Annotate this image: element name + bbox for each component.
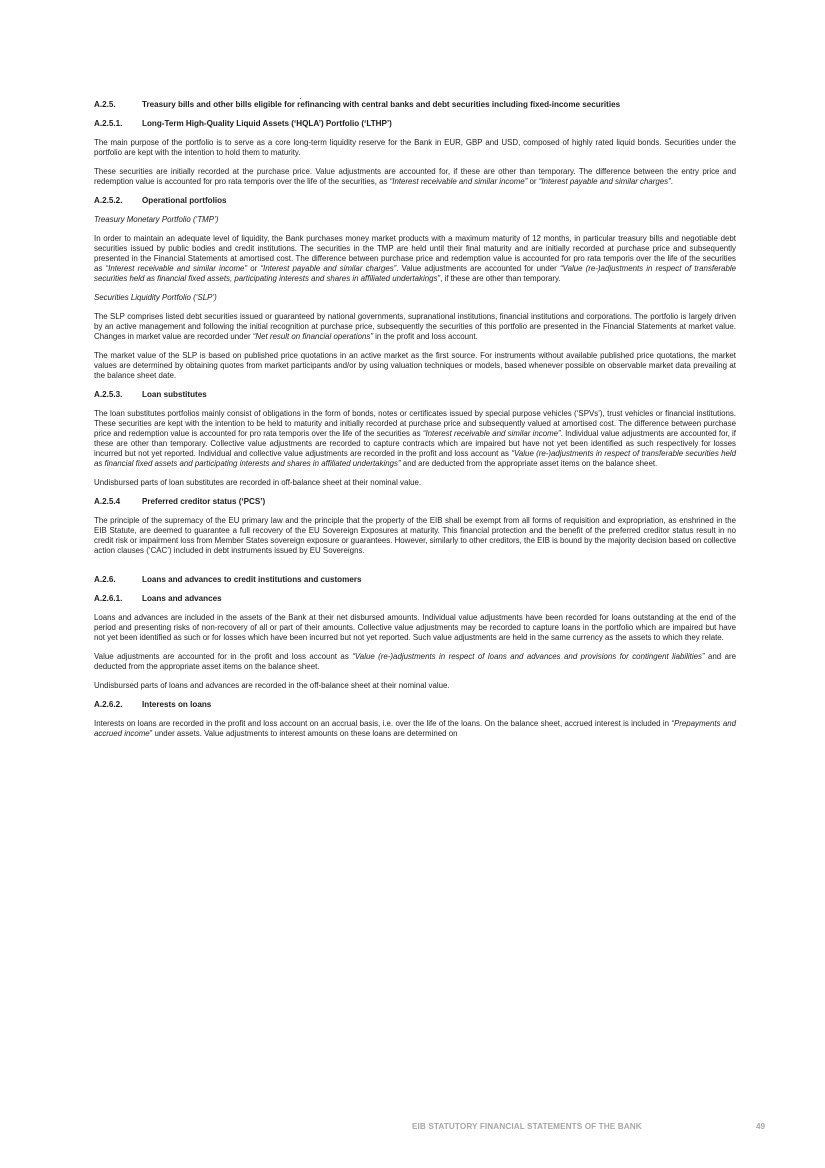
paragraph: The SLP comprises listed debt securities issued or guaranteed by national governments, supranational institutions, financial institutions and corporations. The portfolio is largely driven by an active management and following the initial recognition at purchase price, subsequently the securities of this portfolio are presented in the Financial Statements at market value. Changes in market value are recorded under “Net result on financial operations” in the profit and loss account. [94, 312, 736, 341]
paragraph: Undisbursed parts of loans and advances are recorded in the off-balance sheet at their nominal value. [94, 681, 450, 690]
paragraph: Loans and advances are included in the assets of the Bank at their net disbursed amounts. Individual value adjustments have been recorded for loans outstanding at the end of the period and presenting risks of non-recovery of all or part of their amounts. Collective value adjustments may be recorded to capture loans in the portfolio which are impaired but have not yet been identified as such or for losses which have been incurred but not yet reported. Such value adjustments are held in the same currency as the assets to which they relate. [94, 613, 736, 642]
heading-a261: A.2.6.1. Loans and advances [94, 594, 222, 603]
stray-mark [300, 98, 301, 99]
subheading-tmp: Treasury Monetary Portfolio (‘TMP’) [94, 215, 219, 224]
paragraph: Interests on loans are recorded in the profit and loss account on an accrual basis, i.e. over the life of the loans. On the balance sheet, accrued interest is included in “Prepayments and accrued income” under assets. Value adjustments to interest amounts on these loans are determined on [94, 719, 736, 738]
paragraph: The principle of the supremacy of the EU primary law and the principle that the property of the EIB shall be exempt from all forms of requisition and expropriation, as enshrined in the EIB Statute, are deemed to guarantee a full recovery of the EU Sovereign Exposures at maturity. This financial protection and the benefit of the preferred creditor status result in no credit risk or impairment loss from Member States sovereign exposure or guarantees. However, similarly to other creditors, the EIB is bound by the majority decision based on collective action clauses (‘CAC’) included in debt instruments issued by EU Sovereigns. [94, 516, 736, 555]
page-number: 49 [756, 1122, 766, 1131]
heading-a254: A.2.5.4 Preferred creditor status (‘PCS’) [94, 497, 266, 506]
document-body [94, 100, 736, 748]
section-heading-a26: A.2.6. Loans and advances to credit institutions and customers [94, 575, 362, 584]
heading-a251: A.2.5.1. Long-Term High-Quality Liquid Assets (‘HQLA’) Portfolio (‘LTHP’) [94, 119, 392, 128]
heading-a262: A.2.6.2. Interests on loans [94, 700, 212, 709]
paragraph: The loan substitutes portfolios mainly consist of obligations in the form of bonds, notes or certificates issued by special purpose vehicles (‘SPVs’), trust vehicles or financial institutions. These securities are kept with the intention to be held to maturity and initially recorded at purchase price and subsequently valued at amortised cost. The difference between purchase price and redemption value is accounted for pro rata temporis over the life of the securities as “Interest receivable and similar income”. Individual value adjustments are accounted for, if these are other than temporary. Collective value adjustments are recorded to capture contracts which are impaired but have not yet been identified as such respectively for losses incurred but not yet reported. Individual and collective value adjustments are recorded in the profit and loss account as “Value (re-)adjustments in respect of transferable securities held as financial fixed assets and participating interests and shares in affiliated undertakings” and are deducted from the appropriate asset items on the balance sheet. [94, 409, 736, 468]
heading-a252: A.2.5.2. Operational portfolios [94, 196, 227, 205]
paragraph: These securities are initially recorded at the purchase price. Value adjustments are accounted for, if these are other than temporary. The difference between the entry price and redemption value is accounted for pro rata temporis over the life of the securities, as “Interest receivable and similar income” or “Interest payable and similar charges”. [94, 167, 736, 186]
paragraph: Undisbursed parts of loan substitutes are recorded in off-balance sheet at their nominal value. [94, 478, 422, 487]
heading-a253: A.2.5.3. Loan substitutes [94, 390, 207, 399]
paragraph: The market value of the SLP is based on published price quotations in an active market as the first source. For instruments without available published price quotations, the market values are determined by obtaining quotes from market participants and/or by using valuation techniques or models, based whenever possible on observable market data prevailing at the balance sheet date. [94, 351, 736, 380]
paragraph: The main purpose of the portfolio is to serve as a core long-term liquidity reserve for the Bank in EUR, GBP and USD, composed of highly rated liquid bonds. Securities under the portfolio are kept with the intention to hold them to maturity. [94, 138, 736, 157]
section-heading-a25: A.2.5. Treasury bills and other bills eligible for refinancing with central banks and debt securities including fixed-income securities [94, 100, 621, 109]
paragraph: Value adjustments are accounted for in the profit and loss account as “Value (re-)adjustments in respect of loans and advances and provisions for contingent liabilities” and are deducted from the appropriate asset items on the balance sheet. [94, 652, 736, 671]
paragraph: In order to maintain an adequate level of liquidity, the Bank purchases money market products with a maximum maturity of 12 months, in particular treasury bills and negotiable debt securities issued by public bodies and credit institutions. The securities in the TMP are held until their final maturity and are initially recorded at purchase price and subsequently presented in the Financial Statements at amortised cost. The difference between purchase price and redemption value is accounted for pro rata temporis over the life of the securities as “Interest receivable and similar income” or “Interest payable and similar charges”. Value adjustments are accounted for under “Value (re-)adjustments in respect of transferable securities held as financial fixed assets, participating interests and shares in affiliated undertakings”, if these are other than temporary. [94, 234, 737, 283]
subheading-slp: Securities Liquidity Portfolio (‘SLP’) [94, 293, 217, 302]
footer-title: EIB STATUTORY FINANCIAL STATEMENTS OF THE BANK [412, 1122, 642, 1131]
